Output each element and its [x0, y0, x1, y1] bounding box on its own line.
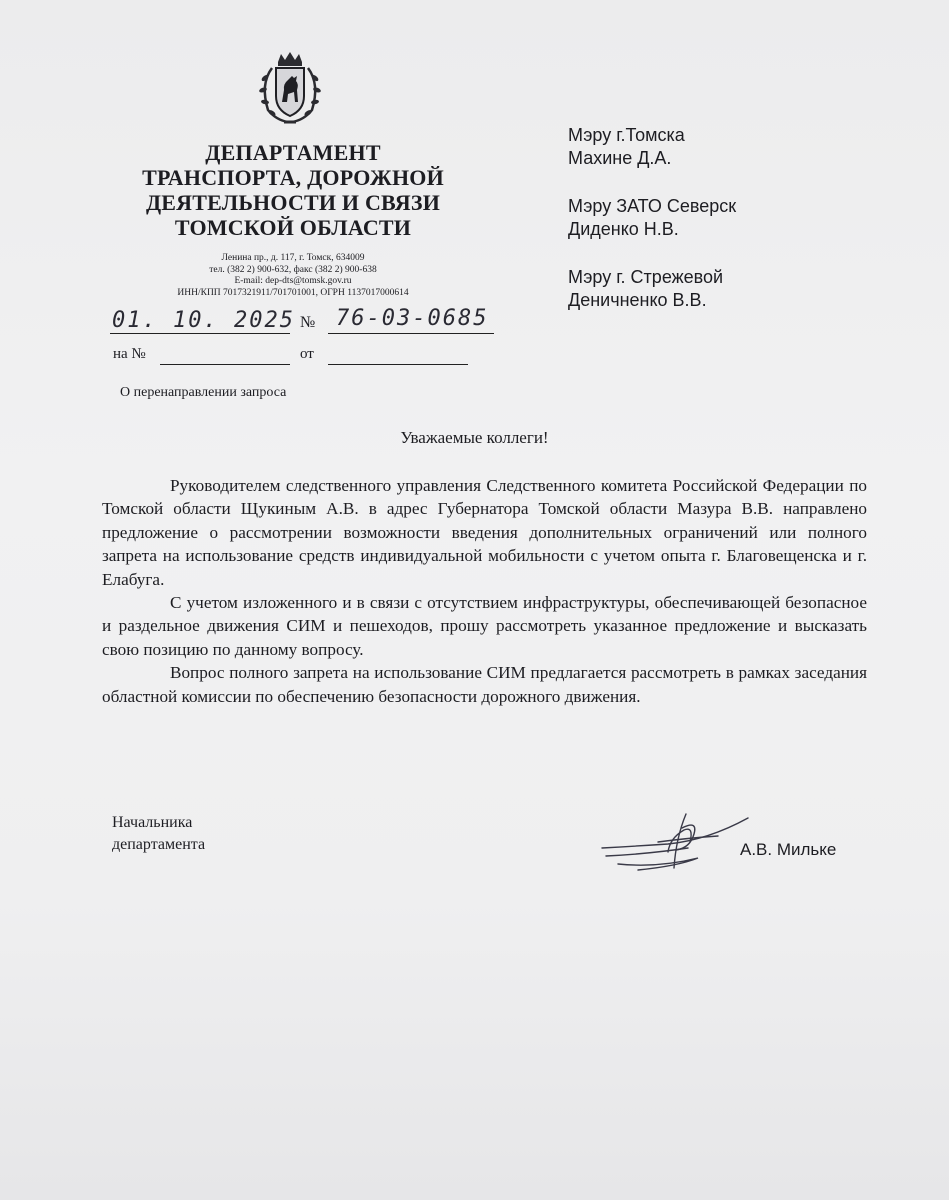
addressee-position: Мэру г. Стрежевой [568, 267, 724, 287]
department-name-line: ТОМСКОЙ ОБЛАСТИ [174, 215, 412, 240]
signer-name: А.В. Мильке [740, 840, 837, 859]
signer-title-line: Начальника [112, 814, 193, 831]
signer-title-line: департамента [112, 836, 206, 853]
addressee [568, 195, 928, 241]
body-paragraph: С учетом изложенного и в связи с отсутствием инфраструктуры, обеспечивающей безопасное и раздельное движения СИМ и пешеходов, прошу рассмотреть указанное предложение и высказать свою позицию по данному вопросу. [102, 593, 867, 659]
department-name-line: ТРАНСПОРТА, ДОРОЖНОЙ [142, 165, 444, 190]
letter-body [102, 474, 867, 708]
signer-title [112, 812, 205, 856]
addressee [568, 124, 928, 170]
department-name [130, 140, 456, 240]
reference-date-label: от [300, 346, 314, 362]
coat-of-arms-icon [250, 50, 330, 126]
addressee [568, 266, 928, 312]
outgoing-date: 01. 10. 2025 [112, 308, 295, 333]
email-line: E-mail: dep-dts@tomsk.gov.ru [234, 276, 352, 286]
outgoing-number: 76-03-0685 [336, 306, 489, 331]
body-paragraph: Руководителем следственного управления Следственного комитета Российской Федерации по Томской области Щукиным А.В. в адрес Губернатора Томской области Мазура В.В. направлено предложение о рассмотрении возможности введения дополнительных ограничений или полного запрета на использование средств индивидуальной мобильности с учетом опыта г. Благовещенска и г. Елабуга. [102, 476, 867, 589]
department-name-line: ДЕПАРТАМЕНТ [205, 140, 381, 165]
letter-subject: О перенаправлении запроса [120, 385, 287, 400]
reference-date-line [328, 364, 468, 365]
addressee-position: Мэру ЗАТО Северск [568, 196, 737, 216]
reference-number-line [160, 364, 290, 365]
addressee-list [568, 124, 928, 337]
addressee-position: Мэру г.Томска [568, 125, 685, 145]
address-line: Ленина пр., д. 117, г. Томск, 634009 [221, 253, 365, 263]
addressee-name: Деничненко В.В. [568, 290, 707, 310]
addressee-name: Диденко Н.В. [568, 219, 679, 239]
number-underline [328, 333, 494, 334]
addressee-name: Махине Д.А. [568, 148, 672, 168]
registry-codes-line: ИНН/КПП 7017321911/701701001, ОГРН 1137017000614 [177, 287, 409, 298]
phone-line: тел. (382 2) 900-632, факс (382 2) 900-638 [209, 264, 377, 275]
handwritten-signature-icon [598, 808, 758, 878]
department-name-line: ДЕЯТЕЛЬНОСТИ И СВЯЗИ [145, 190, 441, 215]
number-sign: № [300, 314, 316, 331]
reference-number-label: на № [113, 346, 146, 362]
department-contacts [130, 253, 456, 299]
date-underline [110, 333, 290, 334]
body-paragraph: Вопрос полного запрета на использование СИМ предлагается рассмотреть в рамках заседания областной комиссии по обеспечению безопасности дорожного движения. [102, 663, 867, 706]
salutation: Уважаемые коллеги! [400, 428, 549, 447]
